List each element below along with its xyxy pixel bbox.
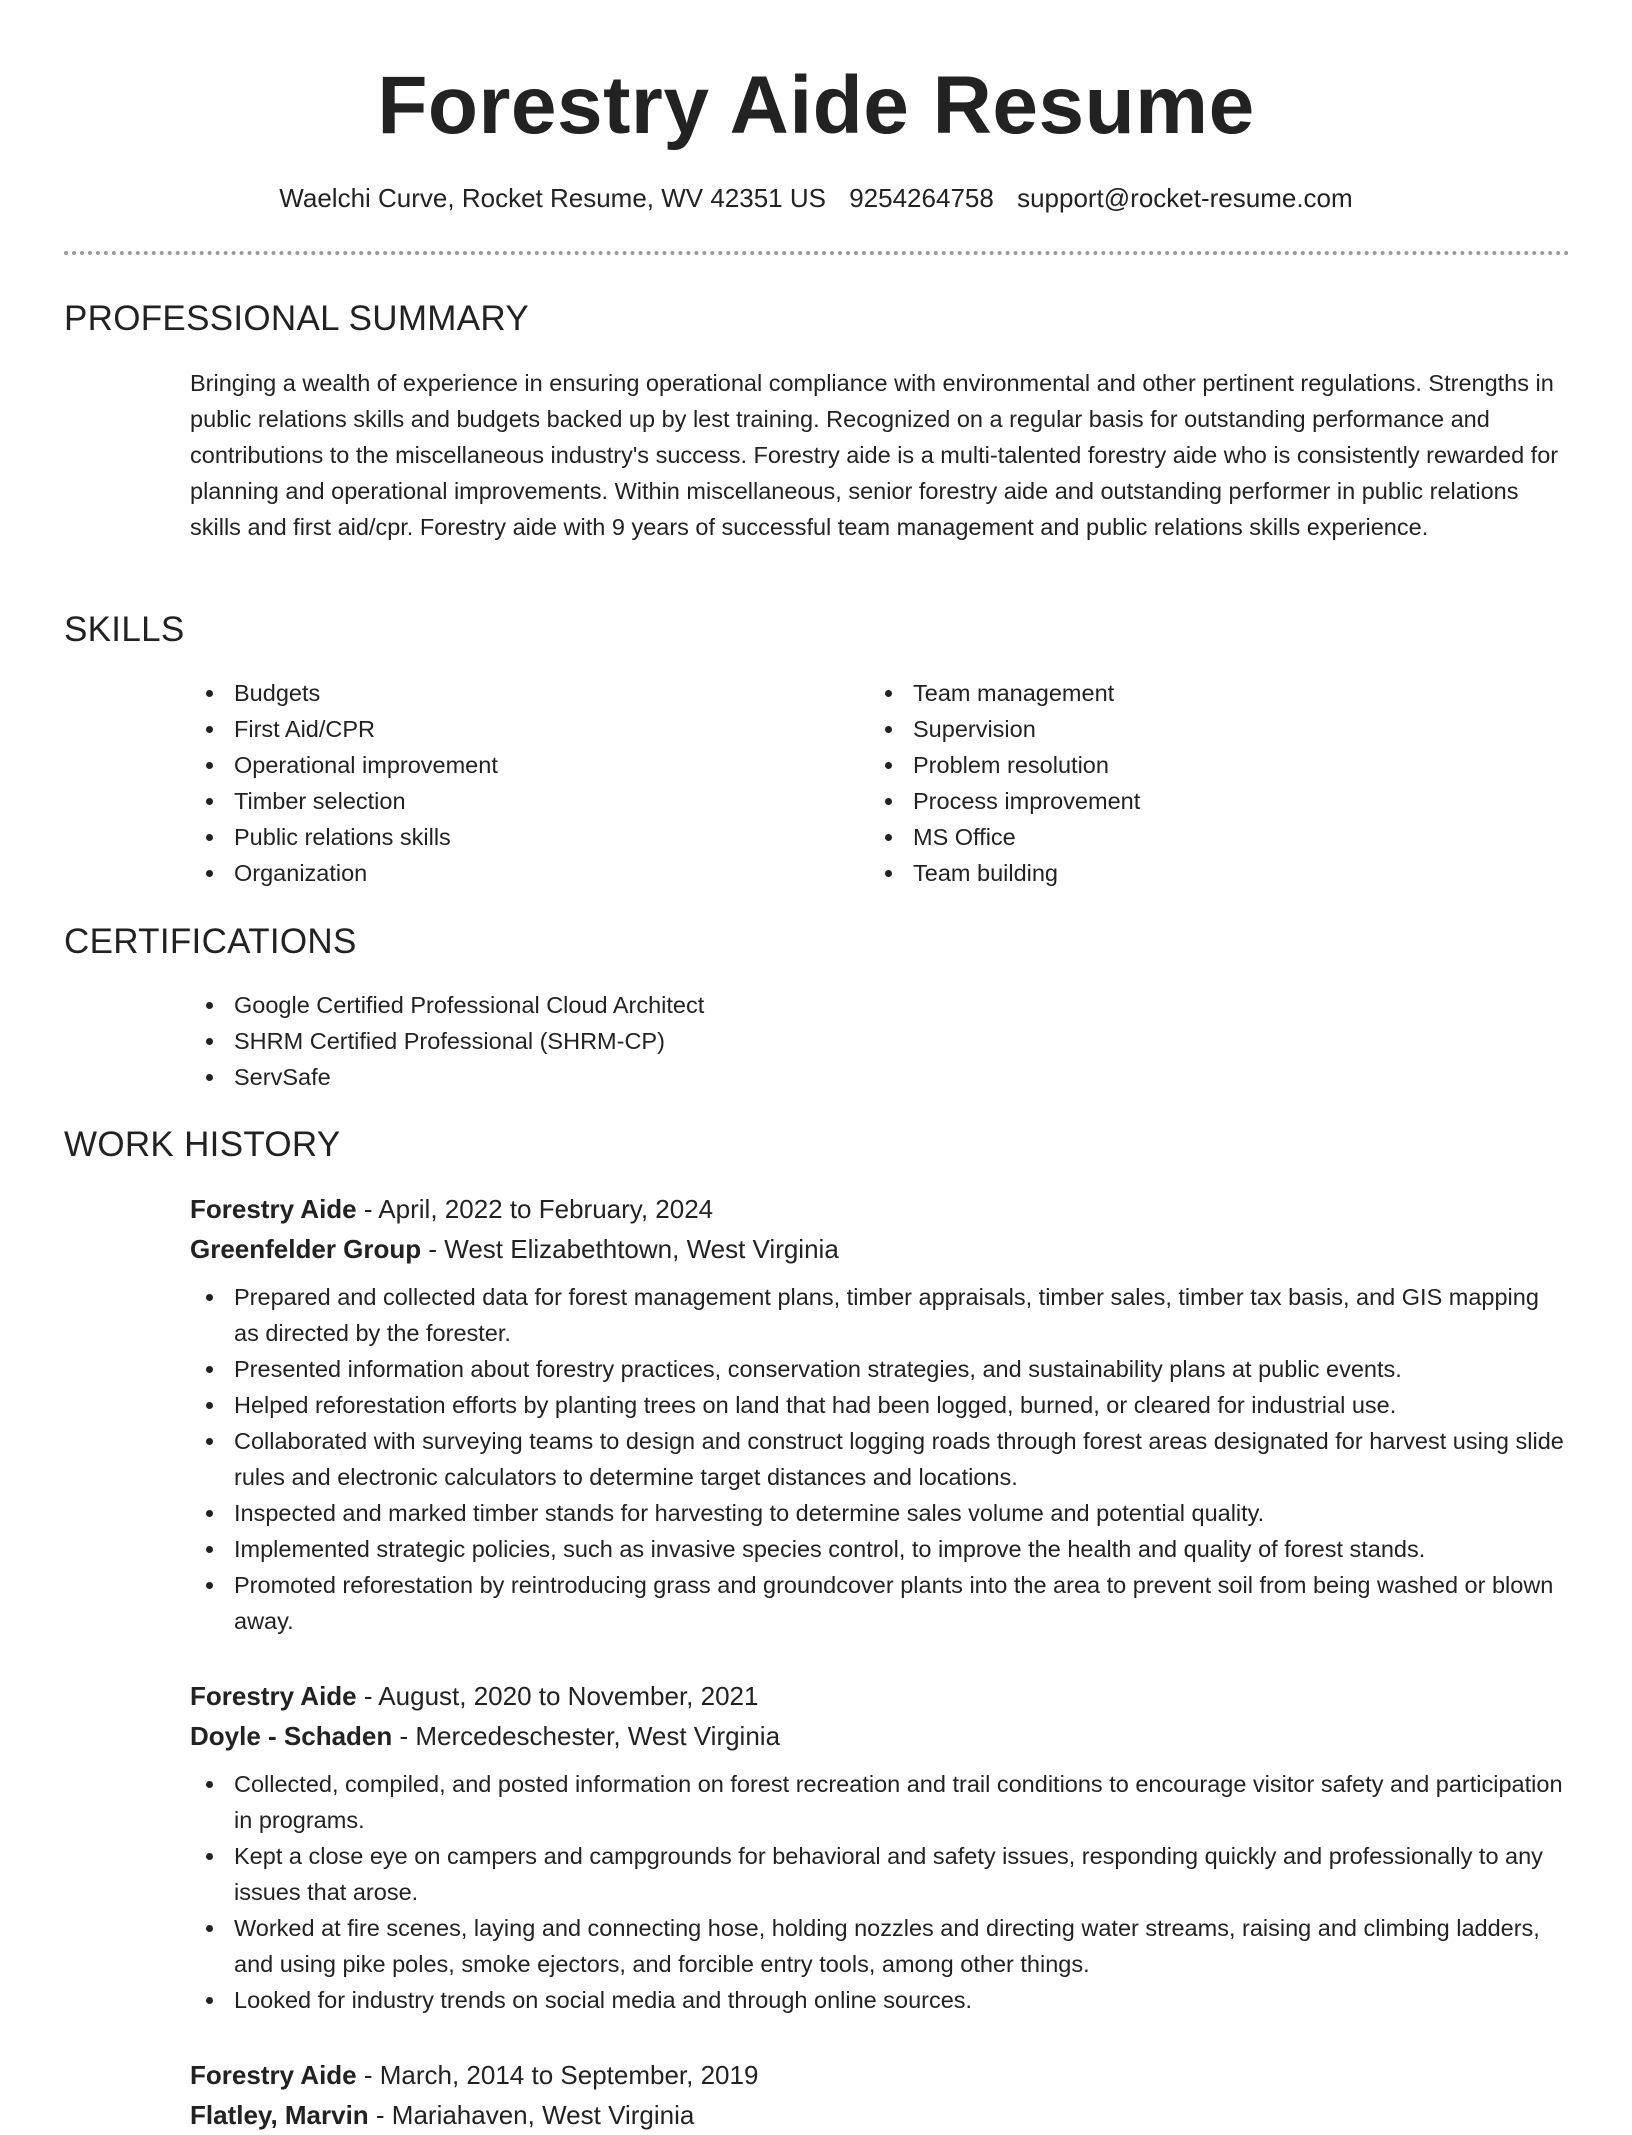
resume-header: [0, 0, 1632, 154]
address: Waelchi Curve, Rocket Resume, WV 42351 US: [279, 183, 826, 213]
job-bullet: Implemented strategic policies, such as invasive species control, to improve the health and quality of forest stands.: [190, 1531, 1570, 1567]
skill-item: Timber selection: [190, 783, 830, 819]
skills-list-right: [869, 675, 1509, 891]
summary-text: Bringing a wealth of experience in ensuring operational compliance with environmental and other pertinent regulations. Strengths in public relations skills and budgets backed up by lest training. Recognized on a regular basis for outstanding performance and contributions to the miscellaneous industry's success. Forestry aide is a multi-talented forestry aide who is consistently rewarded for planning and operational improvements. Within miscellaneous, senior forestry aide and outstanding performer in public relations skills and first aid/cpr. Forestry aide with 9 years of successful team management and public relations skills experience.: [190, 370, 1559, 540]
job-entry: [190, 2055, 1570, 2135]
skill-item: Public relations skills: [190, 819, 830, 855]
job-role: Forestry Aide: [190, 1681, 357, 1711]
job-company: Flatley, Marvin: [190, 2100, 369, 2130]
phone: 9254264758: [849, 183, 994, 213]
job-location: - Mercedeschester, West Virginia: [392, 1721, 781, 1751]
job-bullet: Collected, compiled, and posted information on forest recreation and trail conditions to encourage visitor safety and participation in programs.: [190, 1766, 1570, 1838]
page-title: Forestry Aide Resume: [377, 60, 1255, 151]
section-title-summary: PROFESSIONAL SUMMARY: [64, 299, 529, 338]
certification-item: ServSafe: [190, 1059, 1570, 1095]
certifications-list: [190, 987, 1570, 1095]
job-company: Doyle - Schaden: [190, 1721, 393, 1751]
job-company: Greenfelder Group: [190, 1234, 422, 1264]
skill-item: Operational improvement: [190, 747, 830, 783]
job-role: Forestry Aide: [190, 2060, 357, 2090]
job-bullet: Helped reforestation efforts by planting trees on land that had been logged, burned, or cleared for industrial use.: [190, 1387, 1570, 1423]
contact-info: [0, 182, 1632, 214]
job-bullet: Presented information about forestry practices, conservation strategies, and sustainability plans at public events.: [190, 1351, 1570, 1387]
job-bullet: Collaborated with surveying teams to design and construct logging roads through forest areas designated for harvest using slide rules and electronic calculators to determine target distances and locations.: [190, 1423, 1570, 1495]
skill-item: Budgets: [190, 675, 830, 711]
skill-item: First Aid/CPR: [190, 711, 830, 747]
job-bullet: Worked at fire scenes, laying and connecting hose, holding nozzles and directing water streams, raising and climbing ladders, and using pike poles, smoke ejectors, and forcible entry tools, among other things.: [190, 1910, 1570, 1982]
skill-item: Team management: [869, 675, 1509, 711]
certification-item: Google Certified Professional Cloud Architect: [190, 987, 1570, 1023]
job-bullet: Inspected and marked timber stands for harvesting to determine sales volume and potential quality.: [190, 1495, 1570, 1531]
skills-list-left: [190, 675, 830, 891]
job-entry: [190, 1676, 1570, 2018]
job-dates: - March, 2014 to September, 2019: [356, 2060, 759, 2090]
job-dates: - April, 2022 to February, 2024: [356, 1194, 714, 1224]
section-title-certifications: CERTIFICATIONS: [64, 922, 357, 961]
email: support@rocket-resume.com: [1017, 183, 1353, 213]
job-title-line: [190, 1676, 1570, 1716]
skill-item: MS Office: [869, 819, 1509, 855]
job-entry: [190, 1189, 1570, 1639]
job-company-line: [190, 2095, 1570, 2135]
job-bullet: Prepared and collected data for forest management plans, timber appraisals, timber sales, timber tax basis, and GIS mapping as directed by the forester.: [190, 1279, 1570, 1351]
job-bullet: Looked for industry trends on social media and through online sources.: [190, 1982, 1570, 2018]
job-location: - West Elizabethtown, West Virginia: [421, 1234, 839, 1264]
job-company-line: [190, 1716, 1570, 1756]
job-location: - Mariahaven, West Virginia: [368, 2100, 695, 2130]
job-title-line: [190, 1189, 1570, 1229]
certification-item: SHRM Certified Professional (SHRM-CP): [190, 1023, 1570, 1059]
section-title-work-history: WORK HISTORY: [64, 1125, 341, 1164]
job-dates: - August, 2020 to November, 2021: [356, 1681, 759, 1711]
skill-item: Supervision: [869, 711, 1509, 747]
job-title-line: [190, 2055, 1570, 2095]
job-bullet: Kept a close eye on campers and campgrounds for behavioral and safety issues, responding quickly and professionally to any issues that arose.: [190, 1838, 1570, 1910]
skill-item: Organization: [190, 855, 830, 891]
job-company-line: [190, 1229, 1570, 1269]
job-bullet: Promoted reforestation by reintroducing grass and groundcover plants into the area to prevent soil from being washed or blown away.: [190, 1567, 1570, 1639]
header-divider: [64, 251, 1570, 255]
skill-item: Process improvement: [869, 783, 1509, 819]
skill-item: Problem resolution: [869, 747, 1509, 783]
job-role: Forestry Aide: [190, 1194, 357, 1224]
skill-item: Team building: [869, 855, 1509, 891]
section-title-skills: SKILLS: [64, 610, 185, 649]
